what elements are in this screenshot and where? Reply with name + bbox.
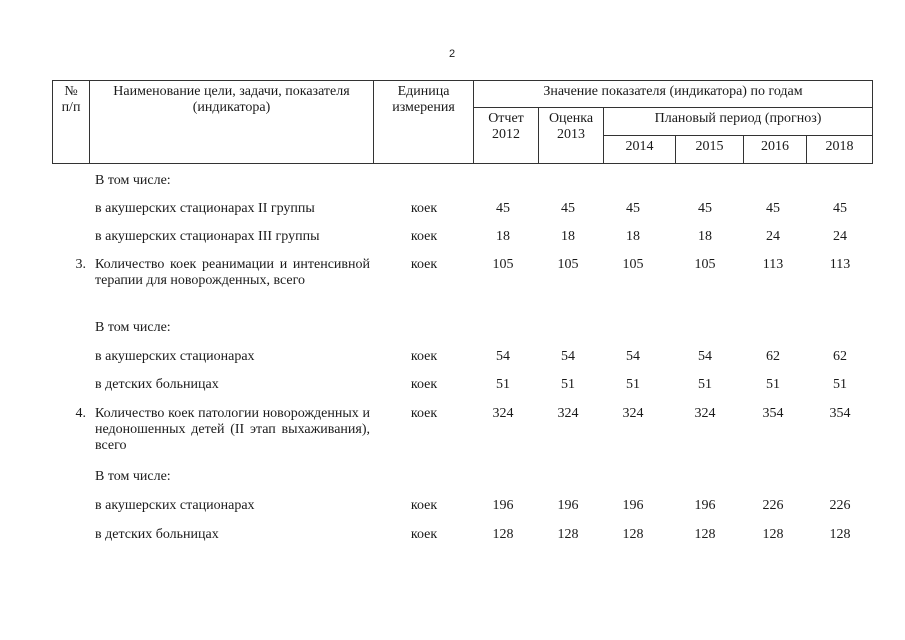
value-cell: 105 [694, 257, 716, 272]
row-name: в детских больницах [95, 377, 219, 392]
value-cell: 51 [698, 377, 712, 392]
value-cell: 226 [829, 498, 851, 513]
value-cell: 51 [833, 377, 847, 392]
table-row [0, 320, 905, 340]
value-cell: 45 [833, 201, 847, 216]
table-row [0, 173, 905, 193]
row-name: в акушерских стационарах [95, 349, 255, 364]
value-cell: 196 [492, 498, 514, 513]
value-cell: 24 [766, 229, 780, 244]
value-cell: 45 [561, 201, 575, 216]
value-cell: 196 [622, 498, 644, 513]
value-cell: 354 [829, 406, 851, 421]
value-cell: 354 [762, 406, 784, 421]
value-cell: 324 [622, 406, 644, 421]
header-report: Отчет 2012 [474, 108, 539, 164]
row-unit: коек [410, 377, 438, 392]
table-row [0, 377, 905, 397]
value-cell: 128 [694, 527, 716, 542]
value-cell: 105 [557, 257, 579, 272]
value-cell: 62 [833, 349, 847, 364]
row-unit: коек [410, 527, 438, 542]
value-cell: 105 [492, 257, 514, 272]
header-estimate: Оценка 2013 [539, 108, 604, 164]
row-unit: коек [410, 349, 438, 364]
value-cell: 18 [698, 229, 712, 244]
value-cell: 128 [557, 527, 579, 542]
page-number: 2 [448, 48, 456, 60]
value-cell: 54 [496, 349, 510, 364]
row-name: В том числе: [95, 173, 171, 188]
header-values: Значение показателя (индикатора) по годам [474, 81, 873, 108]
value-cell: 45 [698, 201, 712, 216]
value-cell: 196 [694, 498, 716, 513]
value-cell: 128 [622, 527, 644, 542]
value-cell: 51 [626, 377, 640, 392]
table-row [0, 527, 905, 547]
value-cell: 128 [762, 527, 784, 542]
value-cell: 128 [492, 527, 514, 542]
table-row [0, 257, 905, 288]
header-name: Наименование цели, задачи, показателя (индикатора) [90, 81, 374, 164]
row-name: в детских больницах [95, 527, 219, 542]
row-name: в акушерских стационарах [95, 498, 255, 513]
value-cell: 51 [766, 377, 780, 392]
row-number: 4. [75, 406, 86, 421]
row-name: в акушерских стационарах II группы [95, 201, 315, 216]
row-unit: коек [410, 498, 438, 513]
table-row [0, 349, 905, 369]
value-cell: 45 [626, 201, 640, 216]
row-name: В том числе: [95, 320, 171, 335]
row-name: в акушерских стационарах III группы [95, 229, 320, 244]
value-cell: 54 [561, 349, 575, 364]
table-row [0, 469, 905, 489]
value-cell: 54 [626, 349, 640, 364]
header-year: 2018 [807, 136, 873, 164]
value-cell: 18 [561, 229, 575, 244]
value-cell: 113 [762, 257, 784, 272]
value-cell: 62 [766, 349, 780, 364]
header-year: 2015 [676, 136, 744, 164]
value-cell: 128 [829, 527, 851, 542]
row-number: 3. [75, 257, 86, 272]
value-cell: 45 [496, 201, 510, 216]
header-unit: Единица измерения [374, 81, 474, 164]
header-plan: Плановый период (прогноз) [604, 108, 873, 136]
value-cell: 18 [496, 229, 510, 244]
row-unit: коек [410, 257, 438, 272]
row-name: Количество коек реанимации и интенсивной терапии для новорожденных, всего [95, 257, 370, 288]
value-cell: 18 [626, 229, 640, 244]
row-name: В том числе: [95, 469, 171, 484]
value-cell: 51 [561, 377, 575, 392]
value-cell: 105 [622, 257, 644, 272]
table-row [0, 201, 905, 221]
row-unit: коек [410, 201, 438, 216]
row-unit: коек [410, 229, 438, 244]
row-name: Количество коек патологии новорожденных и недоношенных детей (II этап выхаживания), всего [95, 406, 370, 453]
value-cell: 113 [829, 257, 851, 272]
value-cell: 51 [496, 377, 510, 392]
value-cell: 324 [557, 406, 579, 421]
value-cell: 324 [694, 406, 716, 421]
table-row [0, 498, 905, 518]
row-unit: коек [410, 406, 438, 421]
header-num: № п/п [53, 81, 90, 164]
value-cell: 45 [766, 201, 780, 216]
value-cell: 196 [557, 498, 579, 513]
value-cell: 24 [833, 229, 847, 244]
header-year: 2016 [744, 136, 807, 164]
value-cell: 226 [762, 498, 784, 513]
table-row [0, 406, 905, 453]
table-row [0, 229, 905, 249]
value-cell: 324 [492, 406, 514, 421]
header-year: 2014 [604, 136, 676, 164]
value-cell: 54 [698, 349, 712, 364]
